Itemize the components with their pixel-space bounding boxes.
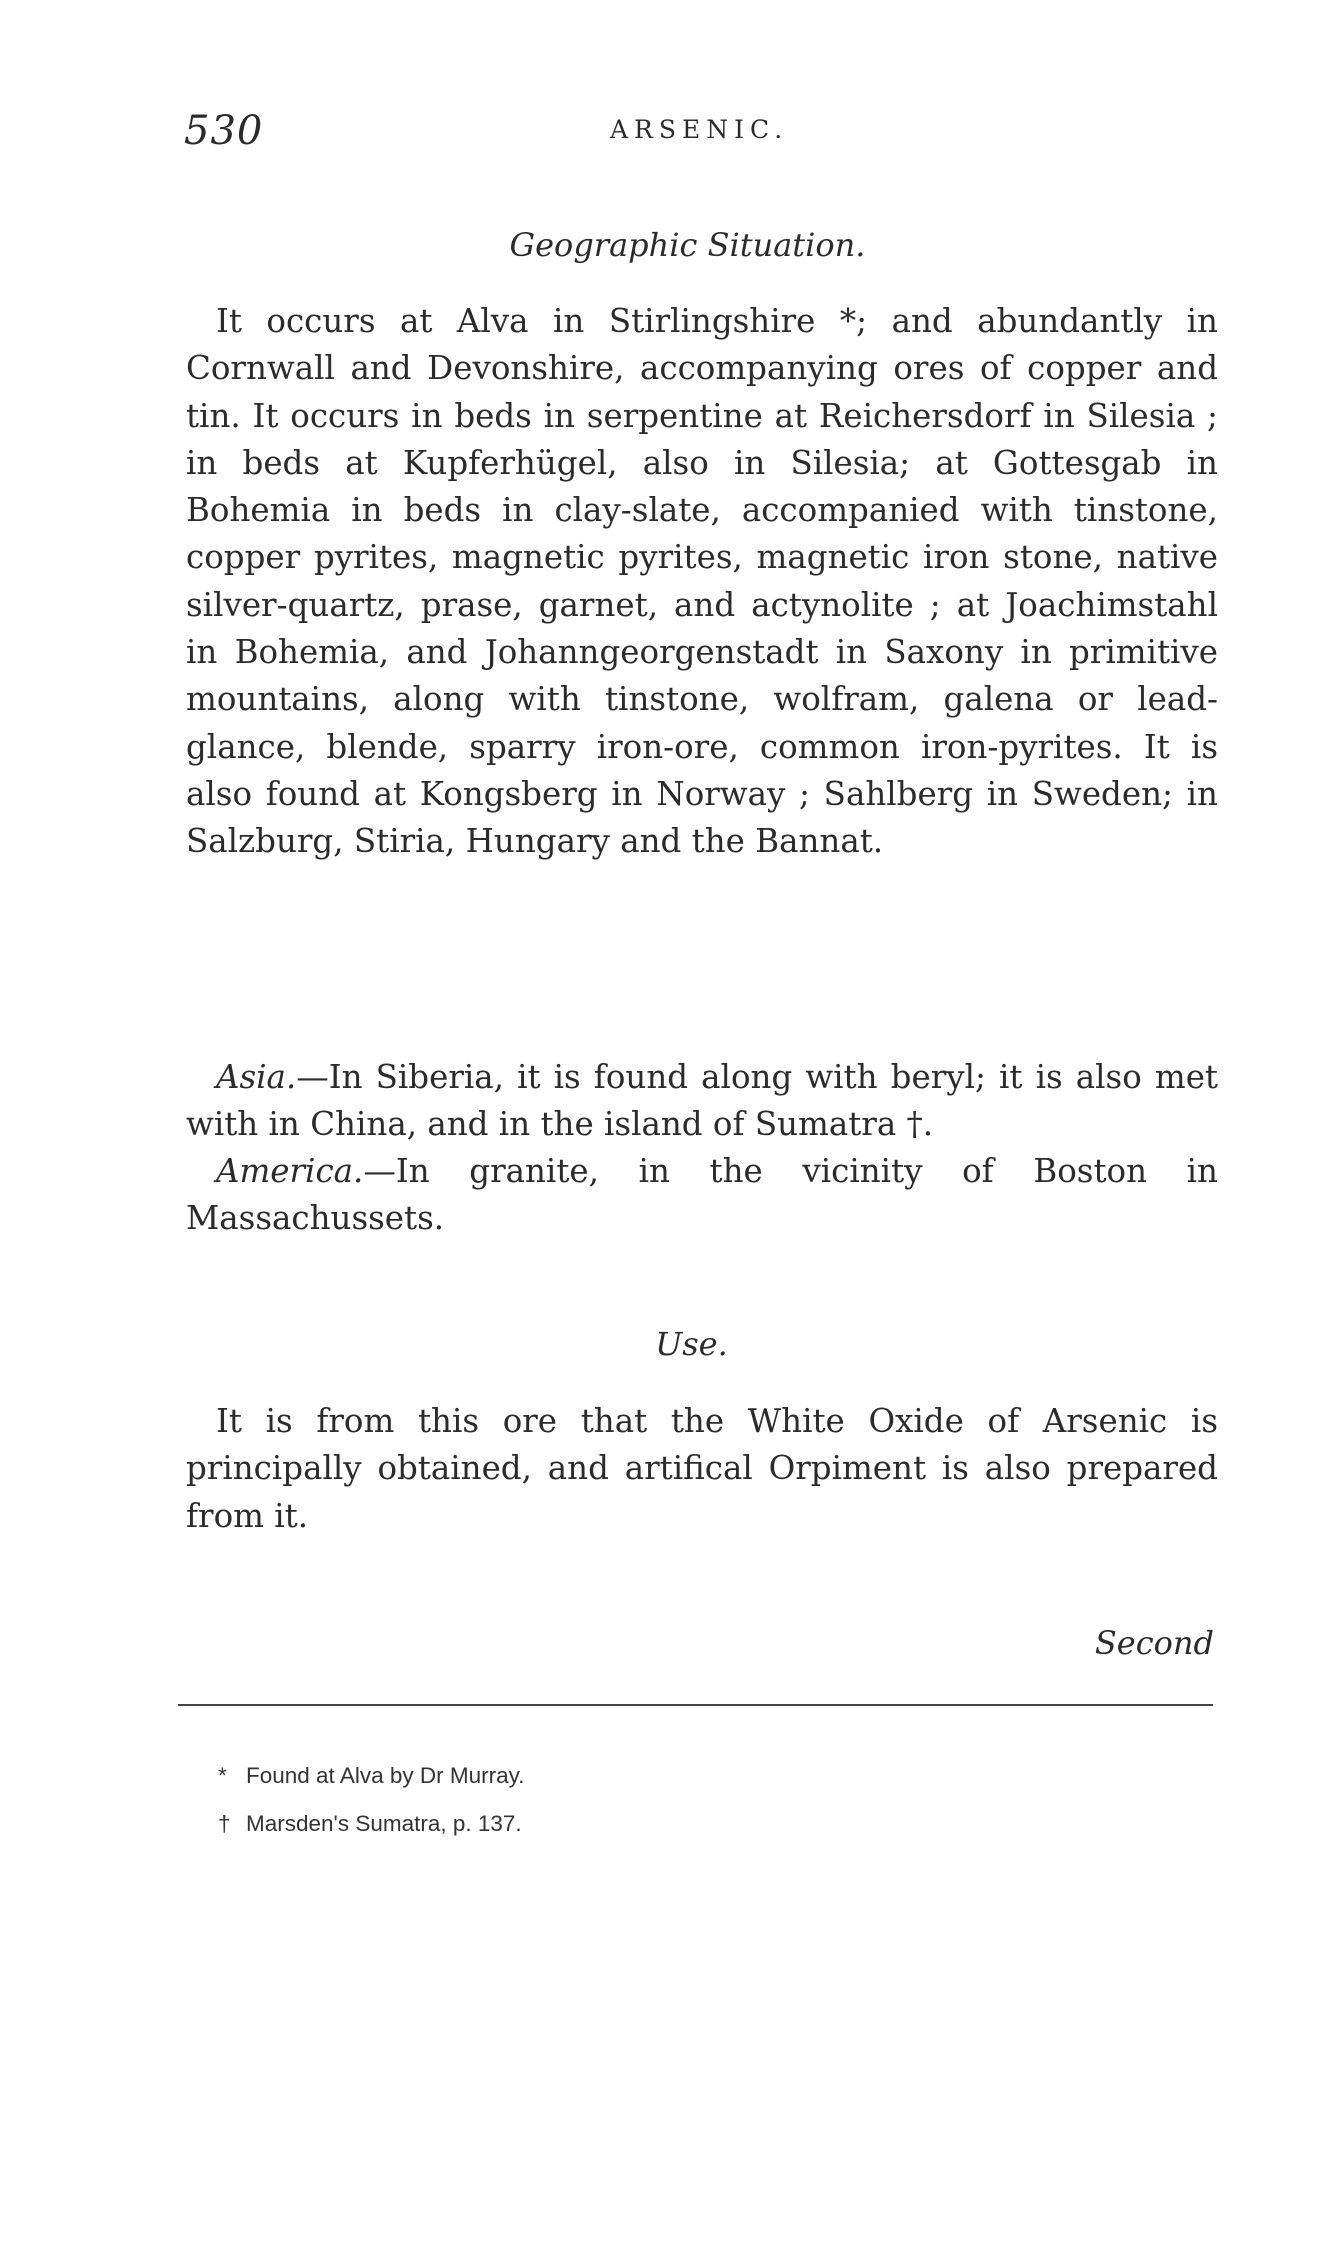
paragraph-asia-text: —In Siberia, it is found along with beryl; it is also met with in China, and in the island of Sumatra †. (186, 1058, 1218, 1144)
asia-label: Asia. (216, 1058, 297, 1096)
footnote-mark: * (218, 1763, 227, 1788)
paragraph-use (186, 1398, 1218, 1540)
section-heading-geographic-situation: Geographic Situation. (509, 226, 866, 264)
footnote-divider (178, 1704, 1213, 1706)
footnote-text: Found at Alva by Dr Murray. (246, 1763, 525, 1788)
paragraph-asia (186, 1054, 1218, 1149)
footnote (218, 1763, 524, 1789)
paragraph-europe-text: It occurs at Alva in Stirlingshire *; and abundantly in Cornwall and Devonshire, accompanying ores of copper and tin. It occurs in beds in serpentine at Reichersdorf in Silesia ; in beds at Kupferhügel, also in Silesia; at Gottesgab in Bohemia in beds in clay-slate, accompanied with tinstone, copper pyrites, magnetic pyrites, magnetic iron stone, native silver-quartz, prase, garnet, and actynolite ; at Joachimstahl in Bohemia, and Johanngeorgenstadt in Saxony in primitive mountains, along with tinstone, wolfram, galena or lead-glance, blende, sparry iron-ore, common iron-pyrites. It is also found at Kongsberg in Norway ; Sahlberg in Sweden; in Salzburg, Stiria, Hungary and the Bannat. (186, 302, 1218, 861)
america-label: America. (216, 1152, 364, 1190)
paragraph-america (186, 1148, 1218, 1243)
footnote (218, 1811, 522, 1837)
paragraph-europe (186, 298, 1218, 866)
section-heading-use: Use. (655, 1325, 728, 1363)
footnote-mark: † (218, 1811, 231, 1836)
footnote-text: Marsden's Sumatra, p. 137. (246, 1811, 522, 1836)
paragraph-use-text: It is from this ore that the White Oxide of Arsenic is principally obtained, and artifical Orpiment is also prepared from it. (186, 1402, 1218, 1535)
page-number: 530 (184, 108, 264, 154)
catchword: Second (1094, 1624, 1214, 1662)
paragraph-america-text: —In granite, in the vicinity of Boston in Massachussets. (186, 1152, 1218, 1238)
running-title: ARSENIC. (610, 115, 789, 144)
